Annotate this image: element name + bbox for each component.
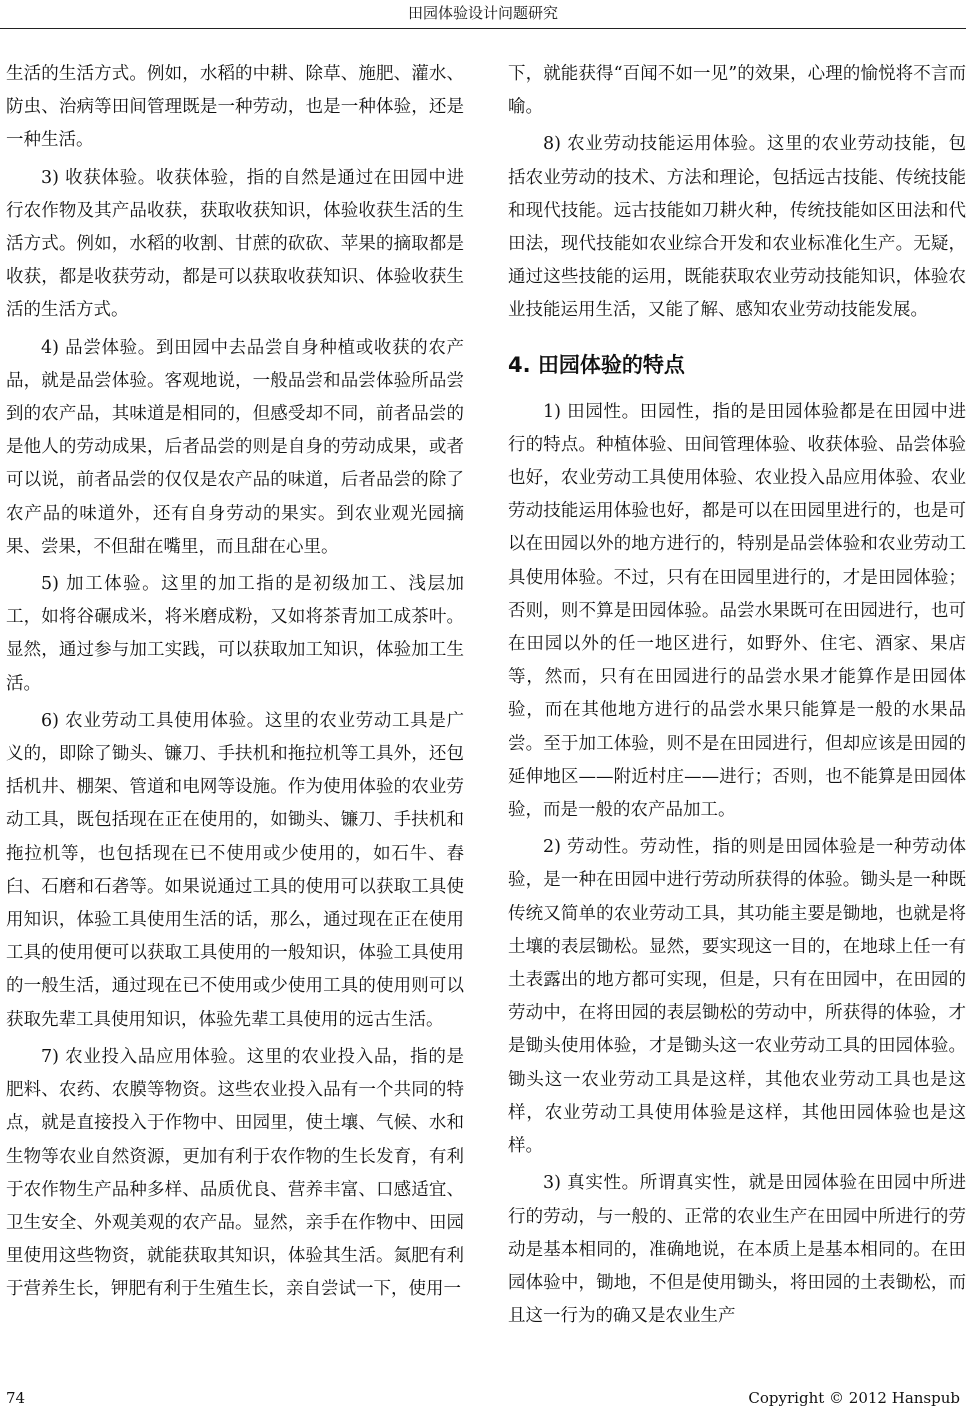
page-number: 74 xyxy=(6,1389,26,1407)
left-column xyxy=(6,58,464,1307)
right-paragraph-4: 2) 劳动性。劳动性，指的则是田园体验是一种劳动体验，是一种在田园中进行劳动所获得的体验。锄头是一种既传统又简单的农业劳动工具，其功能主要是锄地，也就是将土壤的表层锄松。显然，要实现这一目的，在地球上任一有土表露出的地方都可实现，但是，只有在田园中，在田园的劳动中，在将田园的表层锄松的劳动中，所获得的体验，才是锄头使用体验，才是锄头这一农业劳动工具的田园体验。锄头这一农业劳动工具是这样，其他农业劳动工具也是这样，农业劳动工具使用体验是这样，其他田园体验也是这样。 xyxy=(508,837,966,1157)
right-column xyxy=(508,58,966,1333)
right-paragraph-2: 8) 农业劳动技能运用体验。这里的农业劳动技能，包括农业劳动的技术、方法和理论，包括远古技能、传统技能和现代技能。远古技能如刀耕火种，传统技能如区田法和代田法，现代技能如农业综合开发和农业标准化生产。无疑，通过这些技能的运用，既能获取农业劳动技能知识，体验农业技能运用生活，又能了解、感知农业劳动技能发展。 xyxy=(508,134,966,321)
left-paragraph-5: 6) 农业劳动工具使用体验。这里的农业劳动工具是广义的，即除了锄头、镰刀、手扶机和拖拉机等工具外，还包括机井、棚架、管道和电网等设施。作为使用体验的农业劳动工具，既包括现在正在使用的，如锄头、镰刀、手扶机和拖拉机等，也包括现在已不使用或少使用的，如石牛、舂臼、石磨和石砻等。如果说通过工具的使用可以获取工具使用知识，体验工具使用生活的话，那么，通过现在正在使用工具的使用便可以获取工具使用的一般知识，体验工具使用的一般生活，通过现在已不使用或少使用工具的使用则可以获取先辈工具使用知识，体验先辈工具使用的远古生活。 xyxy=(6,710,464,1030)
right-paragraph-1: 下，就能获得“百闻不如一见”的效果，心理的愉悦将不言而喻。 xyxy=(508,64,966,118)
copyright-notice: Copyright © 2012 Hanspub xyxy=(748,1389,960,1407)
right-paragraph-5: 3) 真实性。所谓真实性，就是田园体验在田园中所进行的劳动，与一般的、正常的农业生产在田园中所进行的劳动是基本相同的，准确地说，在本质上是基本相同的。在田园体验中，锄地，不但是使用锄头，将田园的土表锄松，而且这一行为的确又是农业生产 xyxy=(508,1173,966,1327)
running-title: 田园体验设计问题研究 xyxy=(407,4,558,22)
left-paragraph-4: 5) 加工体验。这里的加工指的是初级加工、浅层加工，如将谷碾成米，将米磨成粉，又如将茶青加工成茶叶。显然，通过参与加工实践，可以获取加工知识，体验加工生活。 xyxy=(6,574,464,694)
running-header xyxy=(0,0,966,28)
header-divider xyxy=(0,28,966,29)
section-heading: 4. 田园体验的特点 xyxy=(508,352,685,377)
left-paragraph-3: 4) 品尝体验。到田园中去品尝自身种植或收获的农产品，就是品尝体验。客观地说，一般品尝和品尝体验所品尝到的农产品，其味道是相同的，但感受却不同，前者品尝的是他人的劳动成果，后者品尝的则是自身的劳动成果，或者可以说，前者品尝的仅仅是农产品的味道，后者品尝的除了农产品的味道外，还有自身劳动的果实。到农业观光园摘果、尝果，不但甜在嘴里，而且甜在心里。 xyxy=(6,337,464,557)
left-paragraph-2: 3) 收获体验。收获体验，指的自然是通过在田园中进行农作物及其产品收获，获取收获知识，体验收获生活的生活方式。例如，水稻的收割、甘蔗的砍砍、苹果的摘取都是收获，都是收获劳动，都是可以获取收获知识、体验收获生活的生活方式。 xyxy=(6,167,464,321)
right-paragraph-3: 1) 田园性。田园性，指的是田园体验都是在田园中进行的特点。种植体验、田间管理体验、收获体验、品尝体验也好，农业劳动工具使用体验、农业投入品应用体验、农业劳动技能运用体验也好，都是可以在田园里进行的，也是可以在田园以外的地方进行的，特别是品尝体验和农业劳动工具使用体验。不过，只有在田园里进行的，才是田园体验；否则，则不算是田园体验。品尝水果既可在田园进行，也可在田园以外的任一地区进行，如野外、住宅、酒家、果店等，然而，只有在田园进行的品尝水果才能算作是田园体验，而在其他地方进行的品尝水果只能算是一般的水果品尝。至于加工体验，则不是在田园进行，但却应该是田园的延伸地区——附近村庄——进行；否则，也不能算是田园体验，而是一般的农产品加工。 xyxy=(508,401,966,821)
left-paragraph-1: 生活的生活方式。例如，水稻的中耕、除草、施肥、灌水、防虫、治病等田间管理既是一种劳动，也是一种体验，还是一种生活。 xyxy=(6,64,464,151)
left-paragraph-6: 7) 农业投入品应用体验。这里的农业投入品，指的是肥料、农药、农膜等物资。这些农业投入品有一个共同的特点，就是直接投入于作物中、田园里，使土壤、气候、水和生物等农业自然资源，更加有利于农作物的生长发育，有利于农作物生产品种多样、品质优良、营养丰富、口感适宜、卫生安全、外观美观的农产品。显然，亲手在作物中、田园里使用这些物资，就能获取其知识，体验其生活。氮肥有利于营养生长，钾肥有利于生殖生长，亲自尝试一下，使用一 xyxy=(6,1046,464,1300)
